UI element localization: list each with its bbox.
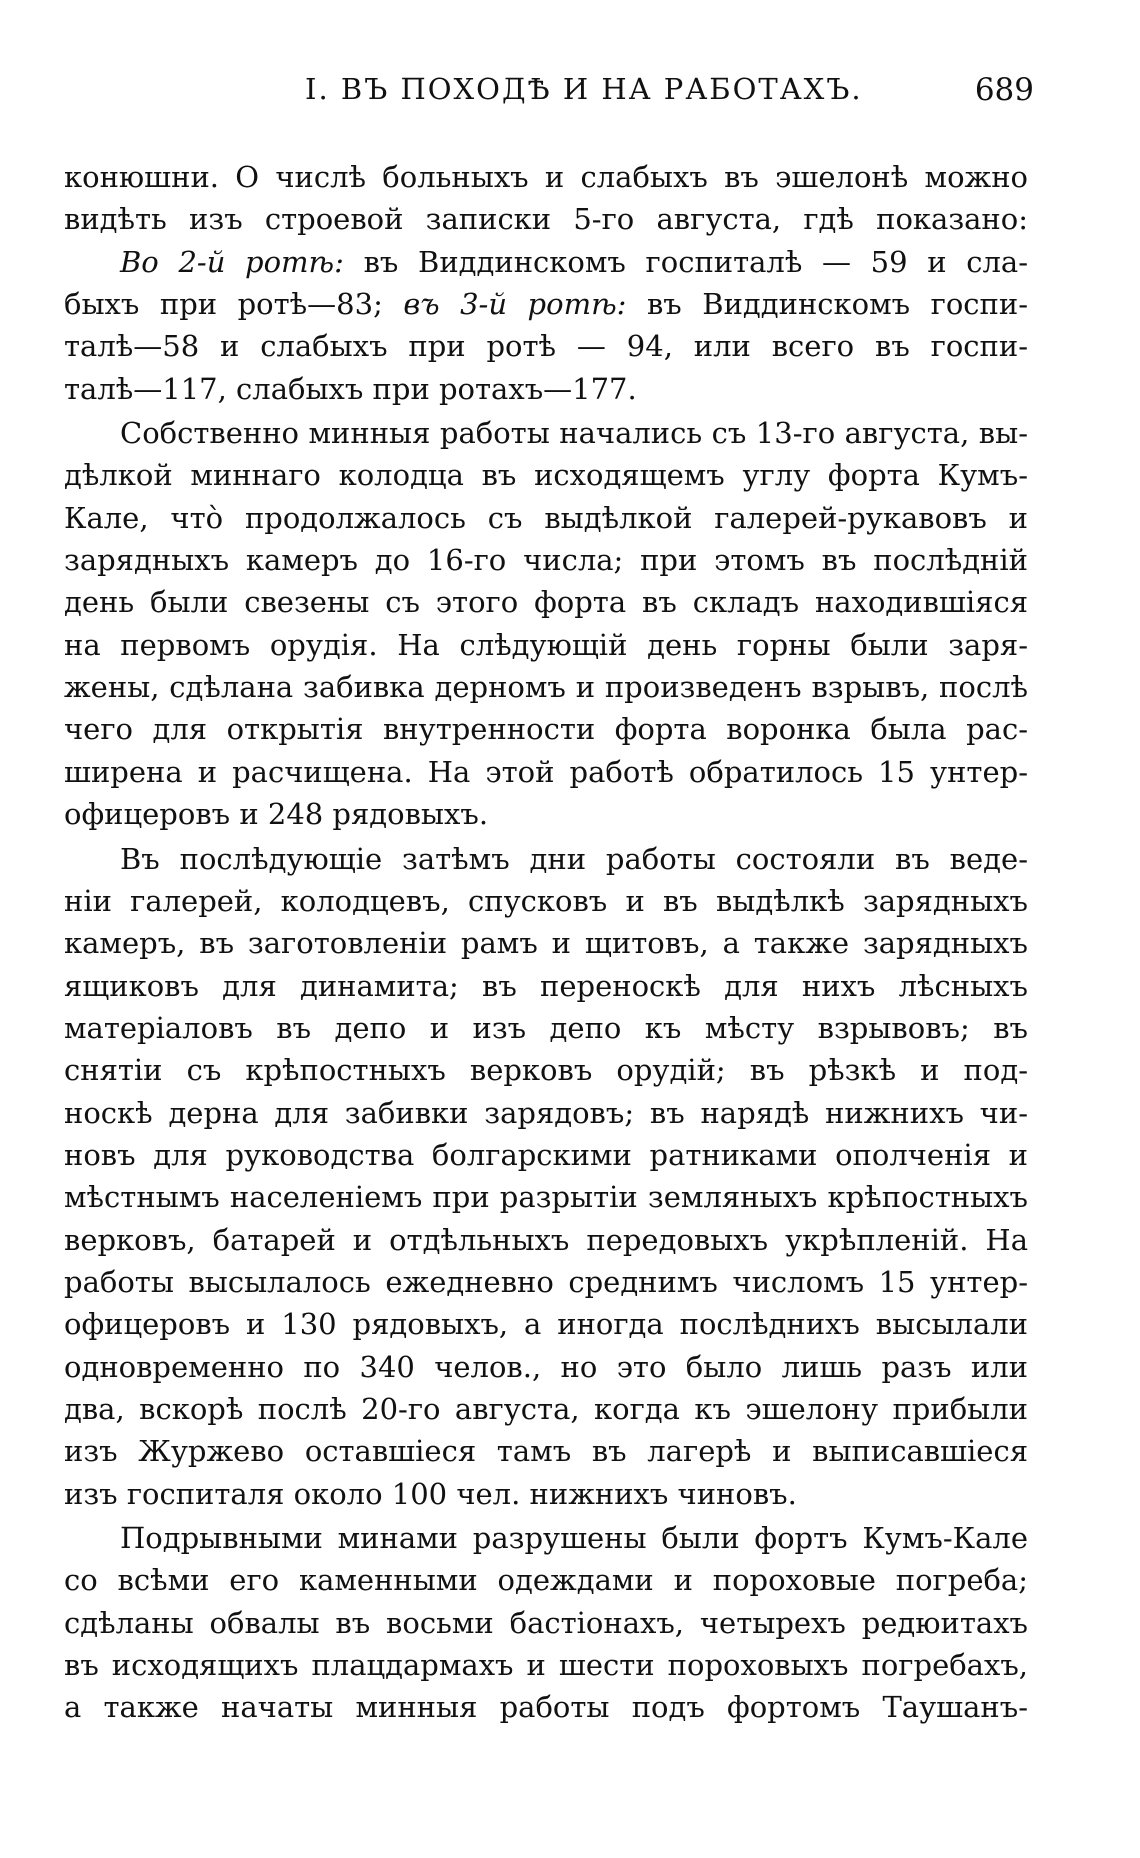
text-line: ніи галерей, колодцевъ, спусковъ и въ выдѣлкѣ зарядныхъ bbox=[64, 883, 1028, 918]
running-title: I. ВЪ ПОХОДѢ И НА РАБОТАХЪ. bbox=[305, 72, 863, 106]
body-text bbox=[64, 156, 1028, 1729]
text-line: Кале, что̀ продолжалось съ выдѣлкой галерей-рукавовъ и bbox=[64, 500, 1028, 535]
text-line: день были свезены съ этого форта въ складъ находившіяся bbox=[64, 585, 1028, 620]
text-line: а также начаты минныя работы подъ фортомъ Таушанъ- bbox=[64, 1690, 1028, 1725]
text-line: два, вскорѣ послѣ 20-го августа, когда къ эшелону прибыли bbox=[64, 1391, 1028, 1426]
text-line: быхъ при ротѣ—83; въ 3-й ротѣ: въ Виддинскомъ госпи- bbox=[64, 287, 1028, 322]
text-line: новъ для руководства болгарскими ратниками ополченія и bbox=[64, 1137, 1028, 1172]
text-line: въ исходящихъ плацдармахъ и шести пороховыхъ погребахъ, bbox=[64, 1648, 1028, 1683]
text-line: жены, сдѣлана забивка дерномъ и произведенъ взрывъ, послѣ bbox=[64, 670, 1028, 705]
text-line: Во 2-й ротѣ: въ Виддинскомъ госпиталѣ — 59 и сла- bbox=[120, 244, 1028, 279]
text-line: изъ Журжево оставшіеся тамъ въ лагерѣ и выписавшіеся bbox=[64, 1434, 1028, 1469]
text-line: офицеровъ и 130 рядовыхъ, а иногда послѣднихъ высылали bbox=[64, 1307, 1028, 1342]
text-line: ширена и расчищена. На этой работѣ обратилось 15 унтер- bbox=[64, 754, 1028, 789]
text-line: талѣ—117, слабыхъ при ротахъ—177. bbox=[64, 371, 637, 406]
text-line: зарядныхъ камеръ до 16-го числа; при этомъ въ послѣдній bbox=[64, 543, 1028, 578]
page-number: 689 bbox=[974, 72, 1034, 108]
text-line: изъ госпиталя около 100 чел. нижнихъ чиновъ. bbox=[64, 1476, 797, 1511]
text-line: талѣ—58 и слабыхъ при ротѣ — 94, или всего въ госпи- bbox=[64, 329, 1028, 364]
italic-phrase: Во 2-й ротѣ: bbox=[120, 244, 344, 279]
paragraph-start-line: Въ послѣдующіе затѣмъ дни работы состояли въ веде- bbox=[120, 841, 1028, 876]
text-line: носкѣ дерна для забивки зарядовъ; въ нарядѣ нижнихъ чи- bbox=[64, 1095, 1028, 1130]
text-line: мѣстнымъ населеніемъ при разрытіи земляныхъ крѣпостныхъ bbox=[64, 1180, 1028, 1215]
text-line: одновременно по 340 челов., но это было лишь разъ или bbox=[64, 1349, 1028, 1384]
text-line: офицеровъ и 248 рядовыхъ. bbox=[64, 797, 489, 832]
text-line: ящиковъ для динамита; въ переноскѣ для нихъ лѣсныхъ bbox=[64, 968, 1028, 1003]
page-header bbox=[0, 72, 1140, 122]
text-line: верковъ, батарей и отдѣльныхъ передовыхъ укрѣпленій. На bbox=[64, 1222, 1028, 1257]
paragraph-start-line: Собственно минныя работы начались съ 13-го августа, вы- bbox=[120, 416, 1028, 451]
paragraph-start-line: Подрывными минами разрушены были фортъ Кумъ-Кале bbox=[120, 1521, 1028, 1555]
text-line: на первомъ орудія. На слѣдующій день горны были заря- bbox=[64, 627, 1028, 662]
text-line: камеръ, въ заготовленіи рамъ и щитовъ, а также зарядныхъ bbox=[64, 926, 1028, 961]
text-line: видѣть изъ строевой записки 5-го августа, гдѣ показано: bbox=[64, 202, 1028, 237]
italic-phrase: въ 3-й ротѣ: bbox=[403, 287, 627, 322]
text-line: конюшни. О числѣ больныхъ и слабыхъ въ эшелонѣ можно bbox=[64, 160, 1028, 194]
text-line: работы высылалось ежедневно среднимъ числомъ 15 унтер- bbox=[64, 1264, 1028, 1299]
text-line: чего для открытія внутренности форта воронка была рас- bbox=[64, 712, 1028, 747]
text-line: матеріаловъ въ депо и изъ депо къ мѣсту взрывовъ; въ bbox=[64, 1010, 1028, 1045]
text-line: со всѣми его каменными одеждами и пороховые погреба; bbox=[64, 1563, 1028, 1598]
text-line: сдѣланы обвалы въ восьми бастіонахъ, четырехъ редюитахъ bbox=[64, 1605, 1028, 1640]
text-line: снятіи съ крѣпостныхъ верковъ орудій; въ рѣзкѣ и под- bbox=[64, 1053, 1028, 1088]
text-line: дѣлкой миннаго колодца въ исходящемъ углу форта Кумъ- bbox=[64, 458, 1028, 493]
